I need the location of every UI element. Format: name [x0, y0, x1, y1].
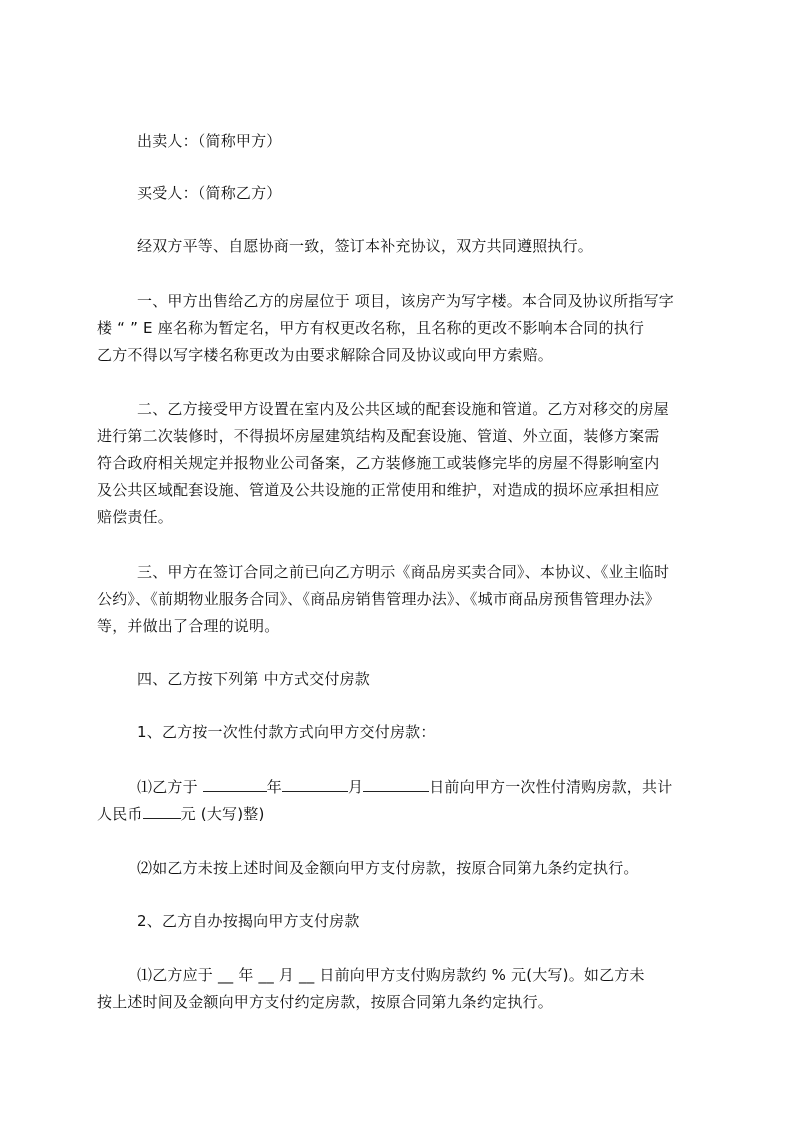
option-1-item-1-line-1	[137, 776, 672, 798]
clause-3-line: 公约》、《前期物业服务合同》、《商品房销售管理办法》、《城市商品房预售管理办法》	[97, 590, 661, 608]
clause-3-line: 三、甲方在签订合同之前已向乙方明示《商品房买卖合同》、本协议、《业主临时	[137, 563, 670, 581]
option-1-item-2: ⑵如乙方未按上述时间及金额向甲方支付房款，按原合同第九条约定执行。	[137, 859, 639, 877]
day-text: 日前向甲方一次性付清购房款，共计	[429, 778, 673, 796]
clause-1-line: 乙方不得以写字楼名称更改为由要求解除合同及协议或向甲方索赔。	[97, 346, 554, 364]
clause-2-line: 及公共区域配套设施、管道及公共设施的正常使用和维护，对造成的损坏应承担相应	[97, 481, 660, 499]
rmb-label: 人民币	[97, 805, 143, 823]
clause-2-line: 二、乙方接受甲方设置在室内及公共区域的配套设施和管道。乙方对移交的房屋	[137, 400, 670, 418]
clause-3-line: 等，并做出了合理的说明。	[97, 617, 280, 635]
intro-paragraph: 经双方平等、自愿协商一致，签订本补充协议，双方共同遵照执行。	[137, 237, 594, 255]
clause-2-line: 进行第二次装修时，不得损坏房屋建筑结构及配套设施、管道、外立面，装修方案需	[97, 427, 660, 445]
clause-2-line: 赔偿责任。	[97, 508, 174, 526]
clause-1-line: 一、甲方出售给乙方的房屋位于 项目，该房产为写字楼。本合同及协议所指写字	[137, 292, 674, 310]
clause-4-heading: 四、乙方按下列第 中方式交付房款	[137, 670, 370, 688]
month-label: 月	[347, 778, 364, 796]
option-1-item-1-line-2	[97, 803, 265, 825]
clause-1-line: 楼 “ ” E 座名称为暂定名，甲方有权更改名称，且名称的更改不影响本合同的执行	[97, 319, 645, 337]
item-prefix: ⑴乙方于	[137, 778, 203, 796]
amount-blank[interactable]	[143, 804, 181, 819]
option-1-title: 1、乙方按一次性付款方式向甲方交付房款：	[137, 723, 436, 741]
option-2-title: 2、乙方自办按揭向甲方支付房款	[137, 912, 360, 930]
month-blank[interactable]	[282, 777, 348, 792]
option-2-item-1-line: 按上述时间及金额向甲方支付约定房款，按原合同第九条约定执行。	[97, 993, 554, 1011]
buyer-line: 买受人：（简称乙方）	[137, 184, 282, 202]
option-2-item-1-line: ⑴乙方应于 __ 年 __ 月 __ 日前向甲方支付购房款约 % 元(大写)。如乙方未	[137, 966, 645, 984]
seller-line: 出卖人：（简称甲方）	[137, 132, 282, 150]
year-label: 年	[266, 778, 282, 796]
amount-suffix: 元 (大写)整)	[180, 805, 265, 823]
clause-2-line: 符合政府相关规定并报物业公司备案，乙方装修施工或装修完毕的房屋不得影响室内	[97, 454, 660, 472]
day-blank[interactable]	[363, 777, 429, 792]
year-blank[interactable]	[203, 777, 267, 792]
